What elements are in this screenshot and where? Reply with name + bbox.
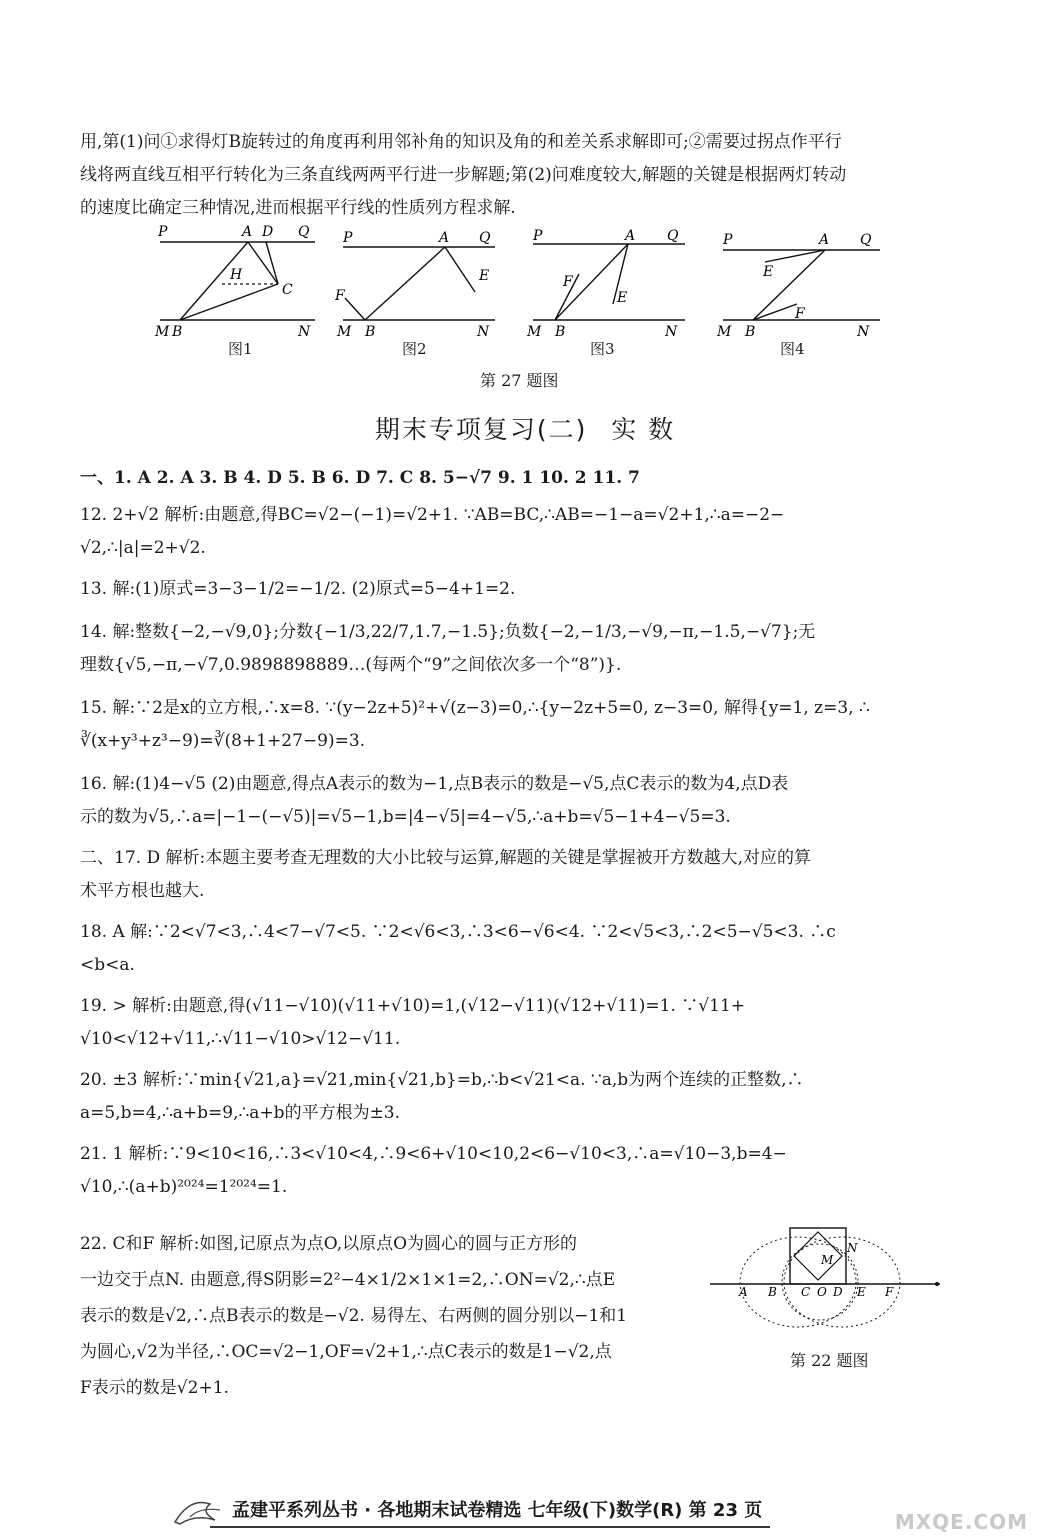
answer-line: 为圆心,√2为半径,∴OC=√2−1,OF=√2+1,∴点C表示的数是1−√2,点 [80,1342,612,1362]
label-N: N [477,324,490,340]
figure-2 [335,222,500,342]
figure-4-caption: 图4 [780,340,805,358]
watermark [863,1490,1038,1536]
answer-line: 20. ±3 解析:∵min{√21,a}=√21,min{√21,b}=b,∴b<√21<a. ∵a,b为两个连续的正整数,∴ [80,1070,804,1090]
answer-20 [80,1064,942,1130]
answer-16 [80,768,942,834]
label-P: P [343,230,353,246]
section-title-sub: 实 数 [611,415,676,444]
answer-line: 19. > 解析:由题意,得(√11−√10)(√11+√10)=1,(√12−√11)(√12+√11)=1. ∵√11+ [80,996,746,1016]
page-footer [0,1484,1050,1536]
answer-21 [80,1138,942,1204]
fig22-label-N: N [847,1241,858,1255]
label-N: N [298,324,311,340]
label-P: P [158,224,168,240]
label-N: N [665,324,678,340]
q22-figure-caption: 第 22 题图 [790,1351,869,1370]
intro-paragraph [80,126,942,225]
fig22-label-C: C [801,1285,811,1299]
q27-figures [150,222,890,362]
label-B: B [745,324,756,340]
fig22-label-A: A [739,1285,748,1299]
answer-13 [80,573,942,606]
answer-22 [80,1226,692,1406]
answer-line: 表示的数是√2,∴点B表示的数是−√2. 易得左、右两侧的圆分别以−1和1 [80,1306,628,1326]
answer-line: 理数{√5,−π,−√7,0.9898898889…(每两个“9”之间依次多一个“8”)}. [80,655,622,675]
fig22-label-E: E [857,1285,866,1299]
answer-line: √2,∴|a|=2+√2. [80,538,206,558]
q22-figure [705,1222,950,1342]
label-A: A [242,224,253,240]
label-E: E [763,264,774,280]
answer-line: √10<√12+√11,∴√11−√10>√12−√11. [80,1029,401,1049]
label-M: M [527,324,542,340]
label-C: C [282,282,293,298]
label-E: E [617,290,628,306]
answer-line: 术平方根也越大. [80,881,205,901]
figure-1-caption: 图1 [228,340,253,358]
label-P: P [533,228,543,244]
intro-line: 线将两直线互相平行转化为三条直线两两平行进一步解题;第(2)问难度较大,解题的关键是根据两灯转动 [80,165,847,185]
fig22-label-F: F [885,1285,894,1299]
q27-figure-caption: 第 27 题图 [480,371,559,390]
label-N: N [857,324,870,340]
label-H: H [230,267,243,283]
label-B: B [365,324,376,340]
answer-line: 18. A 解:∵2<√7<3,∴4<7−√7<5. ∵2<√6<3,∴3<6−√6<4. ∵2<√5<3,∴2<5−√5<3. ∴c [80,922,836,942]
figure-4 [715,222,885,342]
answer-line: 14. 解:整数{−2,−√9,0};分数{−1/3,22/7,1.7,−1.5̇};负数{−2,−1/3,−√9,−π,−1.5̇,−√7};无 [80,622,816,642]
fig22-label-M: M [821,1253,834,1267]
answers [80,462,942,1204]
watermark-text: MXQE.COM [894,1510,1028,1534]
answer-line: 22. C和F 解析:如图,记原点为点O,以原点O为圆心的圆与正方形的 [80,1234,578,1254]
answer-line: 示的数为√5,∴a=|−1−(−√5)|=√5−1,b=|4−√5|=4−√5,∴a+b=√5−1+4−√5=3. [80,807,731,827]
answer-line: 二、17. D 解析:本题主要考查无理数的大小比较与运算,解题的关键是掌握被开方数越大,对应的算 [80,848,812,868]
label-E: E [479,268,490,284]
answer-line: 16. 解:(1)4−√5 (2)由题意,得点A表示的数为−1,点B表示的数是−√5,点C表示的数为4,点D表 [80,774,789,794]
answer-line: 15. 解:∵2是x的立方根,∴x=8. ∵(y−2z+5)²+√(z−3)=0,∴{y−2z+5=0, z−3=0, 解得{y=1, z=3, ∴ [80,698,870,718]
label-M: M [337,324,352,340]
footer-rule [210,1526,770,1528]
label-P: P [723,232,733,248]
label-A: A [625,228,636,244]
answer-line: <b<a. [80,955,135,975]
answer-line: F表示的数是√2+1. [80,1378,229,1398]
label-Q: Q [667,228,679,244]
section-title [0,410,1050,446]
label-B: B [555,324,566,340]
answer-line: 一边交于点N. 由题意,得S阴影=2²−4×1/2×1×1=2,∴ON=√2,∴点E [80,1270,616,1290]
answer-line: 21. 1 解析:∵9<10<16,∴3<√10<4,∴9<6+√10<10,2<6−√10<3,∴a=√10−3,b=4− [80,1144,787,1164]
answer-line: 13. 解:(1)原式=3−3−1/2=−1/2. (2)原式=5−4+1=2. [80,579,516,599]
section-title-main: 期末专项复习(二) [374,415,588,444]
label-Q: Q [298,224,310,240]
label-F: F [563,274,573,290]
intro-line: 用,第(1)问①求得灯B旋转过的角度再利用邻补角的知识及角的和差关系求解即可;②需要过拐点作平行 [80,132,842,152]
label-Q: Q [860,232,872,248]
figure-3-caption: 图3 [590,340,615,358]
label-D: D [262,224,274,240]
fig22-label-D: D [833,1285,843,1299]
label-A: A [819,232,830,248]
answer-17 [80,842,942,908]
footer-text: 孟建平系列丛书 · 各地期末试卷精选 七年级(下)数学(R) 第 23 页 [232,1500,763,1521]
label-F: F [335,288,345,304]
answer-line: √10,∴(a+b)²⁰²⁴=1²⁰²⁴=1. [80,1177,288,1197]
answer-line: 12. 2+√2 解析:由题意,得BC=√2−(−1)=√2+1. ∵AB=BC,∴AB=−1−a=√2+1,∴a=−2− [80,505,785,525]
answer-12 [80,499,942,565]
label-Q: Q [479,230,491,246]
answer-19 [80,990,942,1056]
label-A: A [439,230,450,246]
answer-1-11: 一、1. A 2. A 3. B 4. D 5. B 6. D 7. C 8. 5−√7 9. 1 10. 2 11. 7 [80,468,640,488]
book-logo-icon [170,1492,230,1528]
figure-2-caption: 图2 [402,340,427,358]
intro-line: 的速度比确定三种情况,进而根据平行线的性质列方程求解. [80,198,516,218]
label-F: F [795,306,805,322]
label-M: M [155,324,170,340]
answer-line: a=5,b=4,∴a+b=9,∴a+b的平方根为±3. [80,1103,401,1123]
figure-1 [150,222,320,342]
answer-18 [80,916,942,982]
fig22-label-B: B [768,1285,777,1299]
fig22-label-O: O [817,1285,827,1299]
answer-14 [80,616,942,682]
answer-15 [80,692,942,758]
answer-line: ∛(x+y³+z³−9)=∛(8+1+27−9)=3. [80,731,366,751]
label-M: M [717,324,732,340]
figure-3 [525,222,690,342]
label-B: B [172,324,183,340]
